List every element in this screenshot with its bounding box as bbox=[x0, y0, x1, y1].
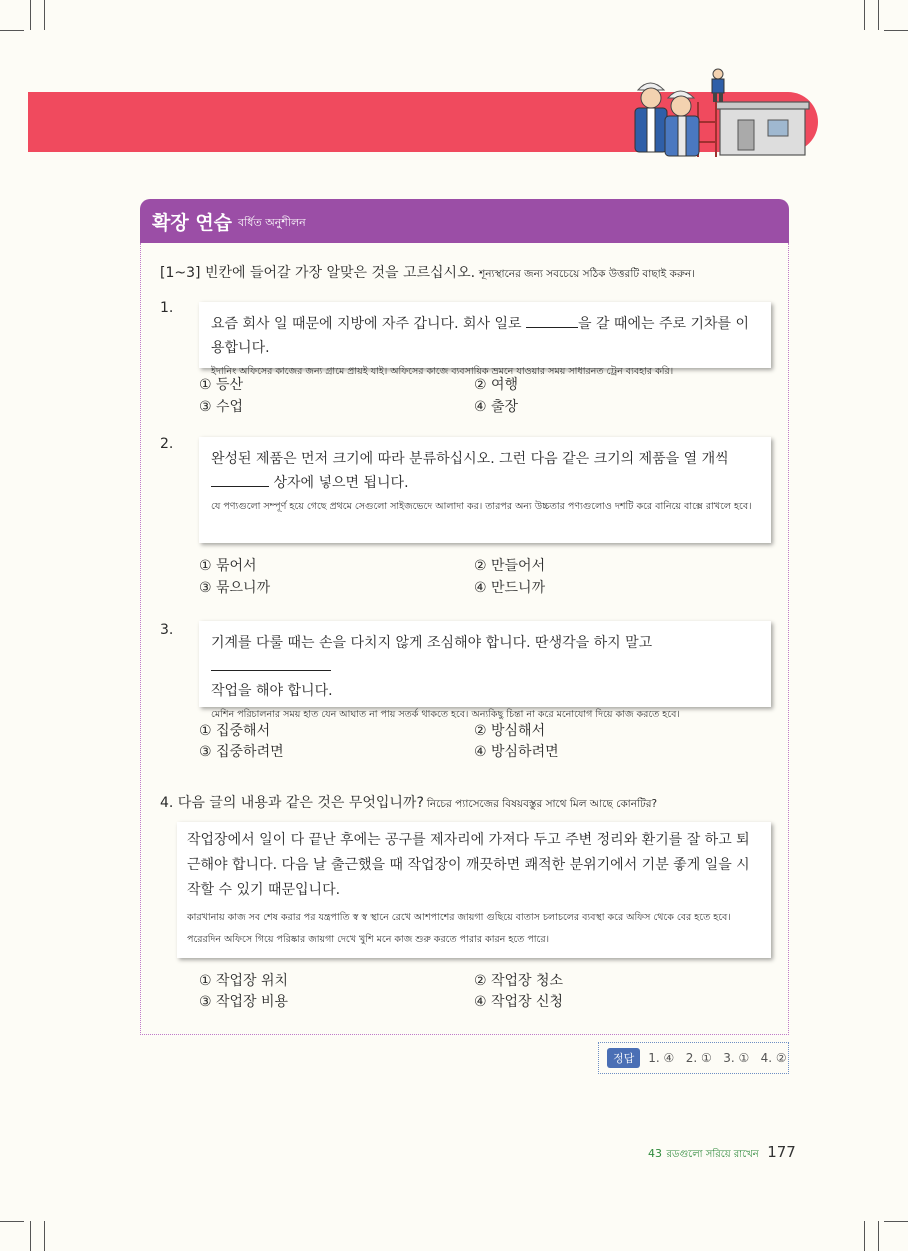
crop-mark bbox=[884, 1221, 908, 1222]
question-3-text: 기계를 다룰 때는 손을 다치지 않게 조심해야 합니다. 딴생각을 하지 말고 작업을 해야 합니다. bbox=[211, 635, 653, 699]
crop-mark bbox=[44, 0, 45, 30]
page-number: 177 bbox=[767, 1143, 796, 1161]
option-3[interactable]: ③ 작업장 비용 bbox=[199, 994, 289, 1010]
section-title: 확장 연습 bbox=[152, 211, 233, 234]
question-3-box bbox=[199, 621, 771, 720]
question-2-text: 완성된 제품은 먼저 크기에 따라 분류하십시오. 그런 다음 같은 크기의 제품을 열 개씩 상자에 넣으면 됩니다. bbox=[211, 451, 729, 491]
question-3-translation: মেশিন পরিচালনার সময় হাত যেন আঘাত না পায় সতর্ক থাকতে হবে। অন্যকিছু চিন্তা না করে মনোযোগ দিয়ে কাজ করতে হবে। bbox=[211, 709, 680, 720]
option-4[interactable]: ④ 작업장 신청 bbox=[474, 994, 564, 1010]
instruction bbox=[160, 262, 695, 284]
chapter-title: রডগুলো সরিয়ে রাখেন bbox=[666, 1149, 759, 1160]
option-4[interactable]: ④ 출장 bbox=[474, 399, 519, 415]
question-number: 2. bbox=[160, 436, 174, 452]
option-1[interactable]: ① 묶어서 bbox=[199, 558, 257, 574]
question-2-box bbox=[199, 437, 771, 543]
crop-mark bbox=[0, 1221, 24, 1222]
option-2[interactable]: ② 만들어서 bbox=[474, 558, 546, 574]
crop-mark bbox=[878, 0, 879, 30]
option-1[interactable]: ① 작업장 위치 bbox=[199, 973, 289, 989]
question-4-translation: কারখানায় কাজ সব শেষ করার পর যন্ত্রপাতি স্ব স্ব স্থানে রেখে আশপাশের জায়গা গুছিয়ে বাতাস চলাচলের ব্যবস্থা করে অফিস থেকে বের হতে হবে। পরেরদিন অফিসে গিয়ে পরিষ্কার জায়গা দেখে খুশি মনে কাজ শুরু করতে পারার কারন হতে পারে। bbox=[187, 912, 731, 945]
option-2[interactable]: ② 작업장 청소 bbox=[474, 973, 564, 989]
crop-mark bbox=[0, 30, 24, 31]
answer-blank bbox=[211, 656, 331, 671]
option-3[interactable]: ③ 묶으니까 bbox=[199, 580, 271, 596]
chapter-number: 43 bbox=[648, 1147, 662, 1160]
question-number: 3. bbox=[160, 622, 174, 638]
answer-blank bbox=[526, 313, 578, 328]
instruction-ko: [1~3] 빈칸에 들어갈 가장 알맞은 것을 고르십시오. bbox=[160, 265, 476, 281]
section-header bbox=[140, 199, 789, 243]
question-number: 1. bbox=[160, 300, 174, 316]
question-1-translation: ইদানিং অফিসের কাজের জন্য গ্রামে প্রায়ই যাই। অফিসের কাজে ব্যবসায়িক ভ্রমনে যাওয়ার সময় সাধারনত ট্রেন ব্যবহার করি। bbox=[211, 366, 674, 377]
option-3[interactable]: ③ 집중하려면 bbox=[199, 744, 284, 760]
question-1-box bbox=[199, 302, 771, 377]
instruction-bn: শূন্যস্থানের জন্য সবচেয়ে সঠিক উত্তরটি বাছাই করুন। bbox=[479, 268, 695, 280]
option-2[interactable]: ② 방심해서 bbox=[474, 723, 546, 739]
crop-mark bbox=[864, 1221, 865, 1251]
question-2-translation: যে পণ্যগুলো সম্পূর্ণ হয়ে গেছে প্রথমে সেগুলো সাইজভেদে আলাদা কর। তারপর অন্য উচ্চতার পণ্যগুলোও দশটি করে বানিয়ে বাক্সে রাখলে হবে। bbox=[211, 501, 752, 512]
question-4-title: 4. 다음 글의 내용과 같은 것은 무엇입니까? নিচের প্যাসেজের বিষয়বস্তুর সাথে মিল আছে কোনটির? bbox=[160, 795, 658, 811]
answer-key-label: 정답 bbox=[607, 1048, 640, 1068]
question-4-passage: 작업장에서 일이 다 끝난 후에는 공구를 제자리에 가져다 두고 주변 정리와 환기를 잘 하고 퇴근해야 합니다. 다음 날 출근했을 때 작업장이 깨끗하면 쾌적한 분위기에서 기분 좋게 일을 시작할 수 있기 때문입니다. bbox=[187, 832, 750, 898]
crop-mark bbox=[884, 30, 908, 31]
workers-illustration bbox=[620, 62, 820, 167]
question-4-passage-box bbox=[177, 822, 771, 958]
option-4[interactable]: ④ 방심하려면 bbox=[474, 744, 559, 760]
option-1[interactable]: ① 집중해서 bbox=[199, 723, 271, 739]
answer-key bbox=[598, 1042, 789, 1074]
question-1-text: 요즘 회사 일 때문에 지방에 자주 갑니다. 회사 일로 을 갈 때에는 주로 기차를 이용합니다. bbox=[211, 312, 759, 360]
option-1[interactable]: ① 등산 bbox=[199, 377, 244, 393]
answer-blank bbox=[211, 472, 269, 487]
crop-mark bbox=[864, 0, 865, 30]
section-subtitle: বর্ধিত অনুশীলন bbox=[238, 215, 306, 229]
crop-mark bbox=[878, 1221, 879, 1251]
option-3[interactable]: ③ 수업 bbox=[199, 399, 244, 415]
option-2[interactable]: ② 여행 bbox=[474, 377, 519, 393]
crop-mark bbox=[44, 1221, 45, 1251]
answer-key-text: 1. ④ 2. ① 3. ① 4. ② bbox=[648, 1051, 787, 1065]
crop-mark bbox=[30, 0, 31, 30]
page-footer bbox=[648, 1143, 796, 1164]
option-4[interactable]: ④ 만드니까 bbox=[474, 580, 546, 596]
crop-mark bbox=[30, 1221, 31, 1251]
